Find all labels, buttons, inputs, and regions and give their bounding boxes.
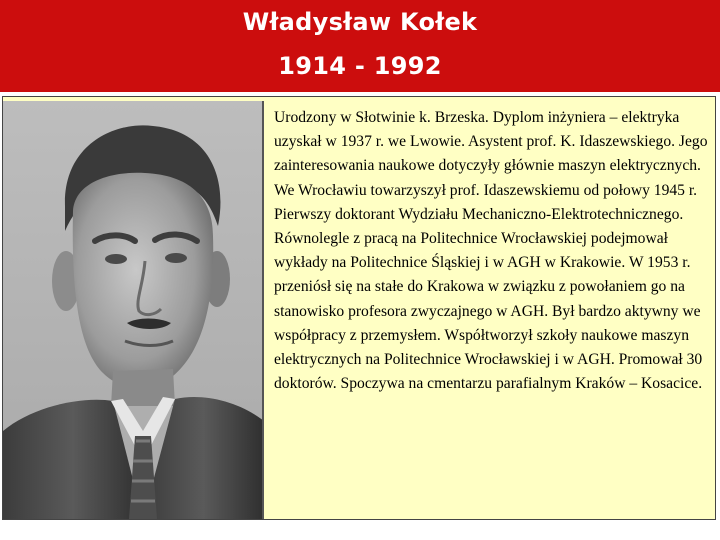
- life-years: 1914 - 1992: [278, 52, 442, 80]
- portrait-photo: [3, 101, 264, 519]
- biography-text: Urodzony w Słotwinie k. Brzeska. Dyplom inżyniera – elektryka uzyskał w 1937 r. we Lwowie. Asystent prof. K. Idaszewskiego. Jego zainteresowania naukowe dotyczyły głównie maszyn elektrycznych. We Wrocławiu towarzyszył prof. Idaszewskiemu od połowy 1945 r. Pierwszy doktorant Wydziału Mechaniczno-Elektrotechnicznego. Równolegle z pracą na Politechnice Wrocławskiej podejmował wykłady na Politechnice Śląskiej i w AGH w Krakowie. W 1953 r. przeniósł się na stałe do Krakowa w związku z powołaniem go na stanowisko profesora zwyczajnego w AGH. Był bardzo aktywny we współpracy z przemysłem. Współtworzył szkoły naukowe maszyn elektrycznych na Politechnice Wrocławskiej i w AGH. Promował 30 doktorów. Spoczywa na cmentarzu parafialnym Kraków – Kosacice.: [274, 109, 708, 393]
- page-title: Władysław Kołek: [242, 8, 478, 36]
- title-banner: [0, 0, 720, 92]
